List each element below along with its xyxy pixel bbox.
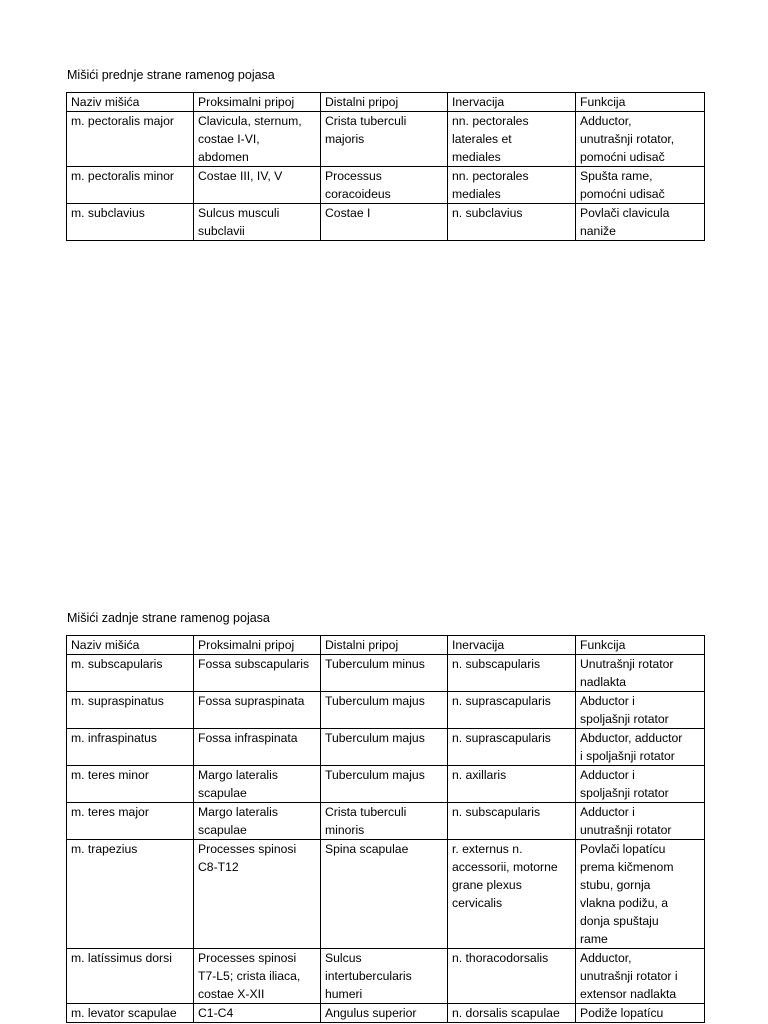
table-cell: Tuberculum minus xyxy=(321,655,448,692)
table-cell: n. subclavius xyxy=(448,204,576,241)
table-cell: m. teres minor xyxy=(67,766,194,803)
column-header: Inervacija xyxy=(448,636,576,655)
table-cell: Clavicula, sternum, costae I-VI, abdomen xyxy=(194,112,321,167)
table-row xyxy=(67,167,705,204)
column-header: Funkcija xyxy=(576,636,705,655)
table-cell: n. subscapularis xyxy=(448,803,576,840)
table-cell: Adductor i unutrašnji rotator xyxy=(576,803,705,840)
table-cell: Adductor i spoljašnji rotator xyxy=(576,766,705,803)
table-cell: Tuberculum majus xyxy=(321,729,448,766)
table-cell: Margo lateralis scapulae xyxy=(194,766,321,803)
table-cell: Processes spinosi T7-L5; crista iliaca, costae X-XII xyxy=(194,949,321,1004)
table-cell: r. externus n. accessorii, motorne grane plexus cervicalis xyxy=(448,840,576,949)
table-posterior-muscles xyxy=(66,635,705,1023)
table-anterior-muscles xyxy=(66,92,705,241)
table-cell: Povlači clavicula naniže xyxy=(576,204,705,241)
table-cell: Fossa supraspinata xyxy=(194,692,321,729)
table-cell: Processes spinosi C8-T12 xyxy=(194,840,321,949)
table-cell: Podiže lopatícu xyxy=(576,1004,705,1023)
table-cell: Spušta rame, pomoćni udisač xyxy=(576,167,705,204)
column-header: Proksimalni pripoj xyxy=(194,93,321,112)
column-header: Distalni pripoj xyxy=(321,93,448,112)
table-cell: m. pectoralis minor xyxy=(67,167,194,204)
column-header: Funkcija xyxy=(576,93,705,112)
table-cell: Fossa subscapularis xyxy=(194,655,321,692)
table-cell: Processus coracoideus xyxy=(321,167,448,204)
table-cell: m. supraspinatus xyxy=(67,692,194,729)
table-row xyxy=(67,840,705,949)
table-cell: m. trapezius xyxy=(67,840,194,949)
table-row xyxy=(67,766,705,803)
table-row xyxy=(67,112,705,167)
column-header: Naziv mišića xyxy=(67,93,194,112)
table-cell: Margo lateralis scapulae xyxy=(194,803,321,840)
table-cell: n. suprascapularis xyxy=(448,729,576,766)
column-header: Distalni pripoj xyxy=(321,636,448,655)
table-cell: n. subscapularis xyxy=(448,655,576,692)
table-cell: Sulcus musculi subclavii xyxy=(194,204,321,241)
table-cell: n. thoracodorsalis xyxy=(448,949,576,1004)
table-cell: m. subscapularis xyxy=(67,655,194,692)
table-cell: m. teres major xyxy=(67,803,194,840)
table-cell: n. dorsalis scapulae xyxy=(448,1004,576,1023)
table-cell: nn. pectorales laterales et mediales xyxy=(448,112,576,167)
table-cell: m. infraspinatus xyxy=(67,729,194,766)
table-cell: Spina scapulae xyxy=(321,840,448,949)
table-cell: Costae I xyxy=(321,204,448,241)
table-row xyxy=(67,692,705,729)
table-cell: Abductor i spoljašnji rotator xyxy=(576,692,705,729)
table-cell: Povlači lopatícu prema kičmenom stubu, gornja vlakna podižu, a donja spuštaju rame xyxy=(576,840,705,949)
table-cell: Fossa infraspinata xyxy=(194,729,321,766)
column-header: Proksimalni pripoj xyxy=(194,636,321,655)
table-body xyxy=(67,636,705,1023)
table-cell: Costae III, IV, V xyxy=(194,167,321,204)
table-header-row xyxy=(67,636,705,655)
table-cell: Sulcus intertubercularis humeri xyxy=(321,949,448,1004)
table-cell: C1-C4 xyxy=(194,1004,321,1023)
table-cell: n. suprascapularis xyxy=(448,692,576,729)
table-row xyxy=(67,1004,705,1023)
table-cell: n. axillaris xyxy=(448,766,576,803)
column-header: Naziv mišića xyxy=(67,636,194,655)
table-row xyxy=(67,729,705,766)
table-cell: Crista tuberculi minoris xyxy=(321,803,448,840)
table-cell: Unutrašnji rotator nadlakta xyxy=(576,655,705,692)
table-row xyxy=(67,204,705,241)
section-title-anterior: Mišići prednje strane ramenog pojasa xyxy=(67,68,275,82)
table-header-row xyxy=(67,93,705,112)
table-cell: Crista tuberculi majoris xyxy=(321,112,448,167)
table-row xyxy=(67,655,705,692)
table-row xyxy=(67,803,705,840)
table-cell: Tuberculum majus xyxy=(321,692,448,729)
section-title-posterior: Mišići zadnje strane ramenog pojasa xyxy=(67,611,270,625)
table-cell: Tuberculum majus xyxy=(321,766,448,803)
table-cell: Adductor, unutrašnji rotator, pomoćni udisač xyxy=(576,112,705,167)
table-cell: nn. pectorales mediales xyxy=(448,167,576,204)
table-cell: Abductor, adductor i spoljašnji rotator xyxy=(576,729,705,766)
column-header: Inervacija xyxy=(448,93,576,112)
table-row xyxy=(67,949,705,1004)
table-cell: m. latíssimus dorsi xyxy=(67,949,194,1004)
table-cell: Adductor, unutrašnji rotator i extensor nadlakta xyxy=(576,949,705,1004)
table-body xyxy=(67,93,705,241)
table-cell: m. subclavius xyxy=(67,204,194,241)
table-cell: m. levator scapulae xyxy=(67,1004,194,1023)
table-cell: m. pectoralis major xyxy=(67,112,194,167)
table-cell: Angulus superior xyxy=(321,1004,448,1023)
